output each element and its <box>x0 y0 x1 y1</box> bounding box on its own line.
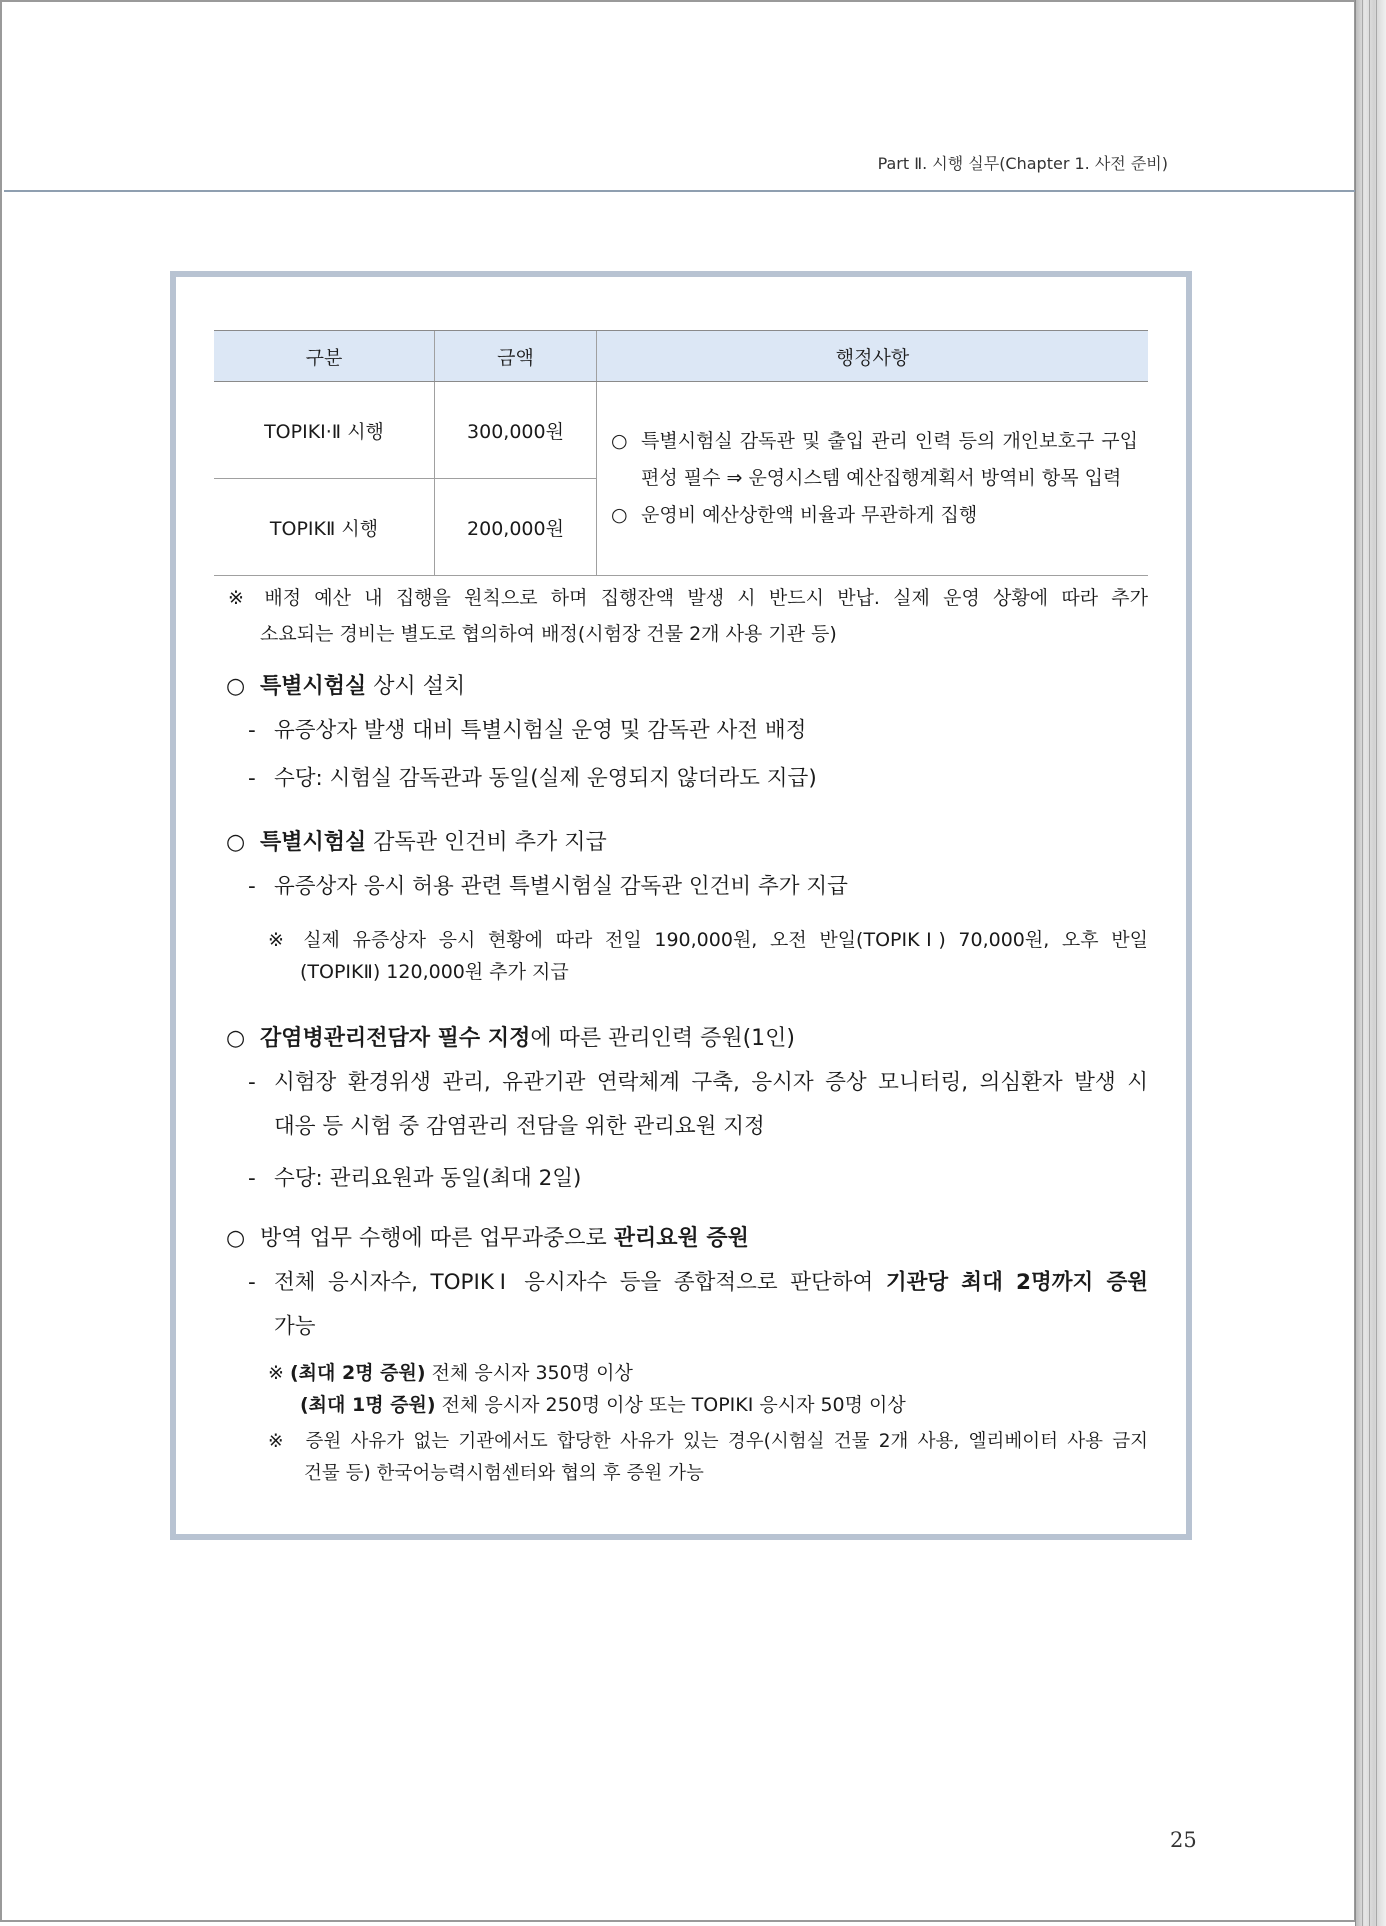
item-text-cont: 가능 <box>274 1314 316 1339</box>
section-bold: 특별시험실 <box>260 674 367 699</box>
payment-note-line2: (TOPIKⅡ) 120,000원 추가 지급 <box>300 961 569 983</box>
item-text: 유증상자 응시 허용 관련 특별시험실 감독관 인건비 추가 지급 <box>274 874 848 899</box>
header-divider <box>4 190 1356 192</box>
exception-note-line1: 증원 사유가 없는 기관에서도 합당한 사유가 있는 경우(시험실 건물 2개 사용, 엘리베이터 사용 금지 <box>305 1431 1148 1452</box>
row-amount: 200,000원 <box>435 479 597 576</box>
section-heading <box>226 669 1236 700</box>
admin-note <box>611 497 1138 534</box>
criteria-text: 전체 응시자 350명 이상 <box>425 1362 633 1384</box>
section-bold: 관리요원 증원 <box>613 1226 749 1251</box>
admin-notes-cell <box>597 382 1149 576</box>
bullet-circle: ○ <box>226 830 246 855</box>
bullet-circle: ○ <box>611 504 628 526</box>
budget-note-line1: 배정 예산 내 집행을 원칙으로 하며 집행잔액 발생 시 반드시 반납. 실제 운영 상황에 따라 추가 <box>264 587 1149 609</box>
exception-note: ※ 증원 사유가 없는 기관에서도 합당한 사유가 있는 경우(시험실 건물 2개 사용, 엘리베이터 사용 금지 건물 등) 한국어능력시험센터와 협의 후 증원 가능 <box>268 1426 1148 1490</box>
col-header-amount: 금액 <box>435 331 597 382</box>
book-edge <box>1355 0 1386 1926</box>
section-heading <box>226 1221 1236 1252</box>
payment-note: ※ 실제 유증상자 응시 현황에 따라 전일 190,000원, 오전 반일(TOPIKⅠ) 70,000원, 오후 반일 (TOPIKⅡ) 120,000원 추가 지급 <box>268 924 1148 988</box>
criteria-bold: (최대 1명 증원) <box>300 1394 436 1416</box>
budget-note <box>228 580 1148 652</box>
budget-note-line2: 소요되는 경비는 별도로 협의하여 배정(시험장 건물 2개 사용 기관 등) <box>260 623 837 645</box>
section-heading <box>226 825 1236 856</box>
item-text: 시험장 환경위생 관리, 유관기관 연락체계 구축, 응시자 증상 모니터링, 의심환자 발생 시 <box>274 1070 1148 1095</box>
payment-note-line1: 실제 유증상자 응시 현황에 따라 전일 190,000원, 오전 반일(TOPIKⅠ) 70,000원, 오후 반일 <box>303 929 1148 951</box>
section-bold: 특별시험실 <box>260 830 367 855</box>
admin-note-text: 특별시험실 감독관 및 출입 관리 인력 등의 개인보호구 구입 편성 필수 ⇒ 운영시스템 예산집행계획서 방역비 항목 입력 <box>641 430 1138 489</box>
list-item: - 수당: 시험실 감독관과 동일(실제 운영되지 않더라도 지급) <box>248 766 817 791</box>
bullet-circle: ○ <box>226 674 246 699</box>
content-frame <box>170 271 1192 1540</box>
item-text: 수당: 관리요원과 동일(최대 2일) <box>274 1166 582 1191</box>
col-header-category: 구분 <box>214 331 435 382</box>
criteria-text: 전체 응시자 250명 이상 또는 TOPIKⅠ 응시자 50명 이상 <box>435 1394 906 1416</box>
table-row <box>214 382 1148 479</box>
item-text: 수당: 시험실 감독관과 동일(실제 운영되지 않더라도 지급) <box>274 766 817 791</box>
list-item: - 수당: 관리요원과 동일(최대 2일) <box>248 1166 582 1191</box>
item-bold: 기관당 최대 2명까지 증원 <box>885 1270 1148 1295</box>
section-bold: 감염병관리전담자 필수 지정 <box>260 1026 531 1051</box>
section-heading <box>226 1021 1236 1052</box>
running-header: Part Ⅱ. 시행 실무(Chapter 1. 사전 준비) <box>877 154 1168 173</box>
list-item: - 유증상자 응시 허용 관련 특별시험실 감독관 인건비 추가 지급 <box>248 874 848 899</box>
exception-note-line2: 건물 등) 한국어능력시험센터와 협의 후 증원 가능 <box>304 1463 704 1484</box>
criteria-bold: (최대 2명 증원) <box>289 1362 426 1384</box>
item-text: 유증상자 발생 대비 특별시험실 운영 및 감독관 사전 배정 <box>274 718 807 743</box>
section-text: 방역 업무 수행에 따른 업무과중으로 <box>260 1226 614 1251</box>
budget-table <box>214 330 1148 576</box>
bullet-circle: ○ <box>226 1026 246 1051</box>
list-item: - 유증상자 발생 대비 특별시험실 운영 및 감독관 사전 배정 <box>248 718 807 743</box>
admin-note <box>611 423 1138 497</box>
page-number: 25 <box>1170 1828 1197 1852</box>
col-header-admin: 행정사항 <box>597 331 1149 382</box>
row-category: TOPIKⅡ 시행 <box>214 479 435 576</box>
ref-mark: ※ <box>228 587 252 609</box>
item-text-cont: 대응 등 시험 중 감염관리 전담을 위한 관리요원 지정 <box>274 1114 765 1139</box>
row-category: TOPIKⅠ·Ⅱ 시행 <box>214 382 435 479</box>
bullet-circle: ○ <box>611 430 628 452</box>
section-text: 에 따른 관리인력 증원(1인) <box>530 1026 796 1051</box>
item-text: 전체 응시자수, TOPIKⅠ 응시자수 등을 종합적으로 판단하여 <box>274 1270 886 1295</box>
table-header-row <box>214 331 1148 382</box>
section-text: 상시 설치 <box>366 674 466 699</box>
admin-note-text: 운영비 예산상한액 비율과 무관하게 집행 <box>641 504 978 526</box>
increase-criteria: ※ (최대 2명 증원) 전체 응시자 350명 이상 (최대 1명 증원) 전체 응시자 250명 이상 또는 TOPIKⅠ 응시자 50명 이상 <box>268 1362 906 1416</box>
list-item: - 시험장 환경위생 관리, 유관기관 연락체계 구축, 응시자 증상 모니터링, 의심환자 발생 시 대응 등 시험 중 감염관리 전담을 위한 관리요원 지정 <box>248 1061 1148 1149</box>
row-amount: 300,000원 <box>435 382 597 479</box>
list-item: - 전체 응시자수, TOPIKⅠ 응시자수 등을 종합적으로 판단하여 기관당 최대 2명까지 증원 가능 <box>248 1261 1148 1349</box>
bullet-circle: ○ <box>226 1226 246 1251</box>
section-text: 감독관 인건비 추가 지급 <box>366 830 607 855</box>
